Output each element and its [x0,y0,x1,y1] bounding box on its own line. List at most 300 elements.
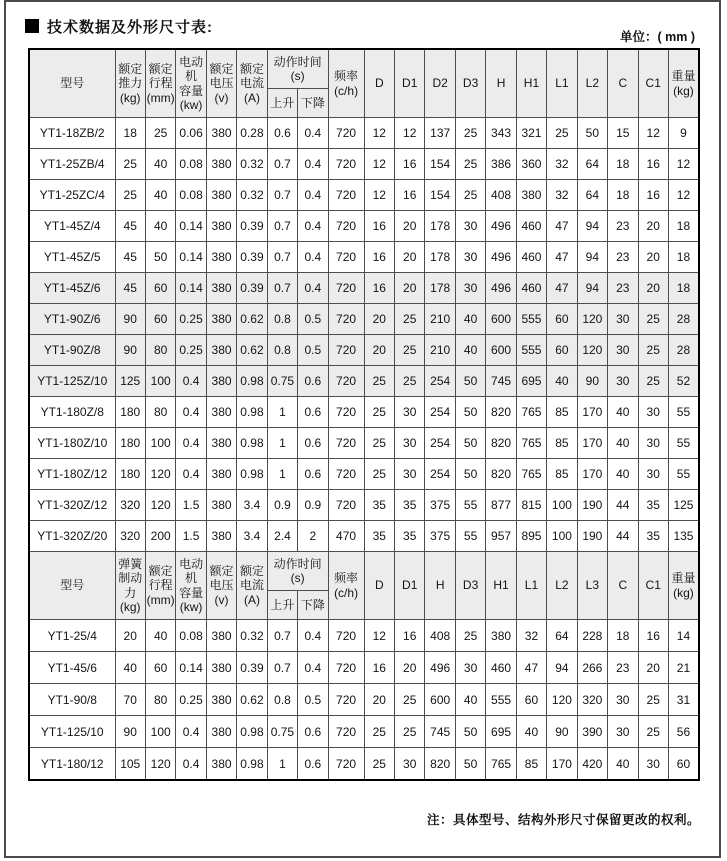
value-cell: 40 [608,428,638,459]
value-cell: 18 [608,180,638,211]
table-row [29,428,699,459]
value-cell: 254 [425,459,455,490]
value-cell: 0.4 [176,748,206,781]
value-cell: 16 [364,242,394,273]
value-cell: 94 [577,242,607,273]
value-cell: 154 [425,180,455,211]
header-frequency: 频率 (c/h) [328,49,364,118]
value-cell: 47 [516,652,546,684]
value-cell: 30 [395,428,425,459]
value-cell: 0.98 [237,748,267,781]
model-cell: YT1-180/12 [29,748,115,781]
value-cell: 0.5 [298,684,328,716]
value-cell: 64 [547,620,577,652]
value-cell: 0.4 [176,459,206,490]
value-cell: 0.75 [267,366,297,397]
value-cell: 460 [486,652,516,684]
value-cell: 52 [668,366,699,397]
value-cell: 720 [328,149,364,180]
value-cell: 0.4 [176,428,206,459]
table-row [29,716,699,748]
value-cell: 0.14 [176,211,206,242]
value-cell: 55 [455,490,485,521]
value-cell: 470 [328,521,364,552]
value-cell: 100 [547,521,577,552]
value-cell: 20 [395,211,425,242]
value-cell: 0.39 [237,652,267,684]
header-dim-D: D [364,49,394,118]
value-cell: 20 [638,273,668,304]
header2-action-time: 动作时间 (s) [267,552,328,591]
value-cell: 100 [145,366,175,397]
value-cell: 765 [516,459,546,490]
value-cell: 178 [425,211,455,242]
value-cell: 0.4 [298,273,328,304]
value-cell: 765 [516,397,546,428]
value-cell: 320 [115,490,145,521]
value-cell: 0.14 [176,652,206,684]
value-cell: 18 [608,149,638,180]
value-cell: 408 [486,180,516,211]
value-cell: 94 [577,273,607,304]
value-cell: 178 [425,273,455,304]
value-cell: 0.14 [176,273,206,304]
header-dim-C: C [608,49,638,118]
value-cell: 40 [547,366,577,397]
value-cell: 47 [547,242,577,273]
value-cell: 94 [547,652,577,684]
value-cell: 0.4 [176,366,206,397]
value-cell: 40 [608,748,638,781]
value-cell: 85 [547,397,577,428]
value-cell: 170 [547,748,577,781]
value-cell: 375 [425,490,455,521]
value-cell: 555 [516,304,546,335]
value-cell: 720 [328,273,364,304]
value-cell: 25 [638,335,668,366]
table-row [29,397,699,428]
value-cell: 0.08 [176,620,206,652]
value-cell: 0.6 [298,459,328,490]
value-cell: 0.62 [237,304,267,335]
value-cell: 460 [516,242,546,273]
value-cell: 210 [425,335,455,366]
table-row [29,304,699,335]
value-cell: 0.4 [176,397,206,428]
value-cell: 1 [267,428,297,459]
value-cell: 496 [486,273,516,304]
value-cell: 25 [115,149,145,180]
value-cell: 25 [364,366,394,397]
value-cell: 60 [145,273,175,304]
value-cell: 408 [425,620,455,652]
value-cell: 120 [145,459,175,490]
value-cell: 170 [577,459,607,490]
value-cell: 25 [638,684,668,716]
value-cell: 178 [425,242,455,273]
value-cell: 0.7 [267,652,297,684]
value-cell: 380 [206,242,236,273]
model-cell: YT1-320Z/20 [29,521,115,552]
table-row [29,242,699,273]
value-cell: 20 [638,211,668,242]
value-cell: 877 [486,490,516,521]
value-cell: 25 [395,304,425,335]
value-cell: 375 [425,521,455,552]
value-cell: 30 [638,748,668,781]
value-cell: 90 [115,716,145,748]
value-cell: 555 [516,335,546,366]
value-cell: 16 [364,211,394,242]
value-cell: 30 [455,273,485,304]
header-model: 型号 [29,49,115,118]
header-rise: 上升 [267,89,297,118]
value-cell: 50 [455,366,485,397]
value-cell: 380 [206,397,236,428]
value-cell: 135 [668,521,699,552]
value-cell: 25 [547,118,577,149]
value-cell: 35 [638,521,668,552]
table-row [29,180,699,211]
value-cell: 30 [395,459,425,490]
value-cell: 60 [145,304,175,335]
value-cell: 20 [364,684,394,716]
value-cell: 496 [486,211,516,242]
value-cell: 266 [577,652,607,684]
value-cell: 90 [115,304,145,335]
value-cell: 20 [395,273,425,304]
value-cell: 20 [115,620,145,652]
value-cell: 50 [455,716,485,748]
section-title-bar [25,14,213,38]
value-cell: 64 [577,180,607,211]
value-cell: 12 [668,180,699,211]
value-cell: 85 [516,748,546,781]
value-cell: 0.14 [176,242,206,273]
value-cell: 40 [455,304,485,335]
value-cell: 16 [638,149,668,180]
value-cell: 25 [455,180,485,211]
value-cell: 380 [206,211,236,242]
header-motor-capacity: 电动机 容量 (kw) [176,49,206,118]
model-cell: YT1-90Z/8 [29,335,115,366]
value-cell: 0.25 [176,684,206,716]
value-cell: 0.98 [237,459,267,490]
header2-dim-D: D [364,552,394,620]
value-cell: 55 [668,397,699,428]
value-cell: 0.6 [298,366,328,397]
header-dim-D1: D1 [395,49,425,118]
value-cell: 0.6 [298,397,328,428]
value-cell: 360 [516,149,546,180]
value-cell: 0.4 [298,242,328,273]
model-cell: YT1-90Z/6 [29,304,115,335]
value-cell: 137 [425,118,455,149]
value-cell: 18 [668,242,699,273]
value-cell: 380 [206,716,236,748]
model-cell: YT1-180Z/8 [29,397,115,428]
header-fall: 下降 [298,89,328,118]
value-cell: 30 [638,397,668,428]
value-cell: 380 [206,748,236,781]
model-cell: YT1-45Z/4 [29,211,115,242]
value-cell: 0.7 [267,211,297,242]
value-cell: 32 [547,149,577,180]
value-cell: 0.39 [237,242,267,273]
value-cell: 0.4 [298,652,328,684]
value-cell: 720 [328,397,364,428]
value-cell: 100 [547,490,577,521]
model-cell: YT1-25ZC/4 [29,180,115,211]
value-cell: 380 [206,180,236,211]
value-cell: 380 [206,273,236,304]
header2-frequency: 频率 (c/h) [328,552,364,620]
header2-fall: 下降 [298,591,328,620]
value-cell: 50 [455,459,485,490]
value-cell: 420 [577,748,607,781]
value-cell: 12 [668,149,699,180]
value-cell: 380 [206,428,236,459]
value-cell: 30 [455,242,485,273]
value-cell: 50 [455,428,485,459]
value-cell: 35 [395,521,425,552]
header-dim-L2: L2 [577,49,607,118]
value-cell: 85 [547,428,577,459]
value-cell: 0.9 [298,490,328,521]
value-cell: 0.8 [267,335,297,366]
value-cell: 254 [425,428,455,459]
value-cell: 0.32 [237,149,267,180]
value-cell: 80 [145,397,175,428]
value-cell: 25 [395,366,425,397]
value-cell: 0.4 [298,149,328,180]
value-cell: 0.5 [298,304,328,335]
header-rated-voltage: 额定 电压 (v) [206,49,236,118]
value-cell: 35 [364,521,394,552]
value-cell: 31 [668,684,699,716]
value-cell: 190 [577,521,607,552]
value-cell: 30 [395,397,425,428]
value-cell: 12 [364,620,394,652]
value-cell: 210 [425,304,455,335]
model-cell: YT1-25/4 [29,620,115,652]
value-cell: 25 [364,748,394,781]
value-cell: 957 [486,521,516,552]
table-row [29,459,699,490]
value-cell: 380 [206,620,236,652]
value-cell: 380 [206,459,236,490]
value-cell: 25 [115,180,145,211]
value-cell: 125 [115,366,145,397]
value-cell: 1 [267,397,297,428]
header2-rated-current: 额定 电流 (A) [237,552,267,620]
table-row [29,620,699,652]
square-bullet-icon [25,19,39,33]
value-cell: 35 [364,490,394,521]
value-cell: 20 [395,652,425,684]
header2-dim-D3: D3 [455,552,485,620]
header2-model: 型号 [29,552,115,620]
value-cell: 380 [206,490,236,521]
value-cell: 0.5 [298,335,328,366]
value-cell: 70 [115,684,145,716]
header-weight: 重量 (kg) [668,49,699,118]
value-cell: 720 [328,490,364,521]
header-rated-thrust: 额定 推力 (kg) [115,49,145,118]
table-row [29,335,699,366]
page-title: 技术数据及外形尺寸表: [47,18,213,36]
value-cell: 25 [364,716,394,748]
value-cell: 600 [486,304,516,335]
value-cell: 120 [145,490,175,521]
value-cell: 0.98 [237,397,267,428]
spec-table [28,48,700,781]
value-cell: 0.39 [237,273,267,304]
value-cell: 30 [608,684,638,716]
header-dim-C1: C1 [638,49,668,118]
value-cell: 170 [577,397,607,428]
model-cell: YT1-45/6 [29,652,115,684]
value-cell: 12 [364,118,394,149]
value-cell: 25 [395,684,425,716]
value-cell: 180 [115,459,145,490]
value-cell: 25 [638,366,668,397]
value-cell: 25 [638,304,668,335]
value-cell: 20 [638,652,668,684]
value-cell: 120 [547,684,577,716]
value-cell: 120 [577,335,607,366]
header2-dim-C1: C1 [638,552,668,620]
value-cell: 386 [486,149,516,180]
value-cell: 200 [145,521,175,552]
value-cell: 16 [638,180,668,211]
header2-dim-D1: D1 [395,552,425,620]
value-cell: 40 [608,397,638,428]
value-cell: 45 [115,242,145,273]
header-rated-stroke: 额定 行程 (mm) [145,49,175,118]
value-cell: 720 [328,366,364,397]
table-row [29,366,699,397]
value-cell: 44 [608,490,638,521]
value-cell: 380 [206,652,236,684]
value-cell: 18 [668,273,699,304]
value-cell: 745 [425,716,455,748]
value-cell: 30 [395,748,425,781]
value-cell: 9 [668,118,699,149]
value-cell: 0.9 [267,490,297,521]
value-cell: 25 [395,335,425,366]
value-cell: 90 [547,716,577,748]
value-cell: 25 [364,459,394,490]
header2-spring-brake-force: 弹簧 制动力 (kg) [115,552,145,620]
header2-dim-H: H [425,552,455,620]
value-cell: 0.75 [267,716,297,748]
value-cell: 720 [328,684,364,716]
value-cell: 765 [486,748,516,781]
value-cell: 555 [486,684,516,716]
value-cell: 30 [455,211,485,242]
value-cell: 0.7 [267,273,297,304]
value-cell: 0.08 [176,180,206,211]
value-cell: 25 [455,620,485,652]
value-cell: 80 [145,335,175,366]
value-cell: 25 [455,149,485,180]
value-cell: 154 [425,149,455,180]
table-row [29,652,699,684]
value-cell: 380 [206,521,236,552]
value-cell: 0.7 [267,620,297,652]
value-cell: 50 [455,397,485,428]
value-cell: 3.4 [237,490,267,521]
value-cell: 120 [145,748,175,781]
value-cell: 380 [206,118,236,149]
table-row [29,273,699,304]
header-dim-D2: D2 [425,49,455,118]
value-cell: 0.98 [237,366,267,397]
value-cell: 0.8 [267,304,297,335]
value-cell: 40 [455,335,485,366]
value-cell: 815 [516,490,546,521]
value-cell: 496 [425,652,455,684]
value-cell: 40 [516,716,546,748]
value-cell: 3.4 [237,521,267,552]
value-cell: 94 [577,211,607,242]
value-cell: 0.6 [298,748,328,781]
value-cell: 321 [516,118,546,149]
value-cell: 20 [364,335,394,366]
value-cell: 600 [486,335,516,366]
value-cell: 23 [608,211,638,242]
value-cell: 0.4 [176,716,206,748]
value-cell: 820 [425,748,455,781]
value-cell: 20 [638,242,668,273]
value-cell: 47 [547,273,577,304]
value-cell: 0.8 [267,684,297,716]
value-cell: 16 [638,620,668,652]
model-cell: YT1-180Z/12 [29,459,115,490]
value-cell: 56 [668,716,699,748]
value-cell: 85 [547,459,577,490]
value-cell: 380 [206,335,236,366]
value-cell: 254 [425,366,455,397]
value-cell: 18 [668,211,699,242]
value-cell: 1.5 [176,521,206,552]
value-cell: 720 [328,459,364,490]
header2-rated-stroke: 额定 行程 (mm) [145,552,175,620]
value-cell: 12 [638,118,668,149]
value-cell: 0.4 [298,118,328,149]
value-cell: 0.7 [267,149,297,180]
value-cell: 254 [425,397,455,428]
footer-note: 注：具体型号、结构外形尺寸保留更改的权利。 [426,813,700,827]
value-cell: 30 [455,652,485,684]
model-cell: YT1-25ZB/4 [29,149,115,180]
model-cell: YT1-45Z/5 [29,242,115,273]
value-cell: 40 [145,149,175,180]
value-cell: 28 [668,304,699,335]
value-cell: 820 [486,428,516,459]
table2-body [29,620,699,781]
value-cell: 64 [577,149,607,180]
value-cell: 55 [668,459,699,490]
value-cell: 16 [364,273,394,304]
value-cell: 90 [577,366,607,397]
value-cell: 380 [206,684,236,716]
value-cell: 496 [486,242,516,273]
value-cell: 0.7 [267,242,297,273]
value-cell: 100 [145,428,175,459]
value-cell: 23 [608,273,638,304]
